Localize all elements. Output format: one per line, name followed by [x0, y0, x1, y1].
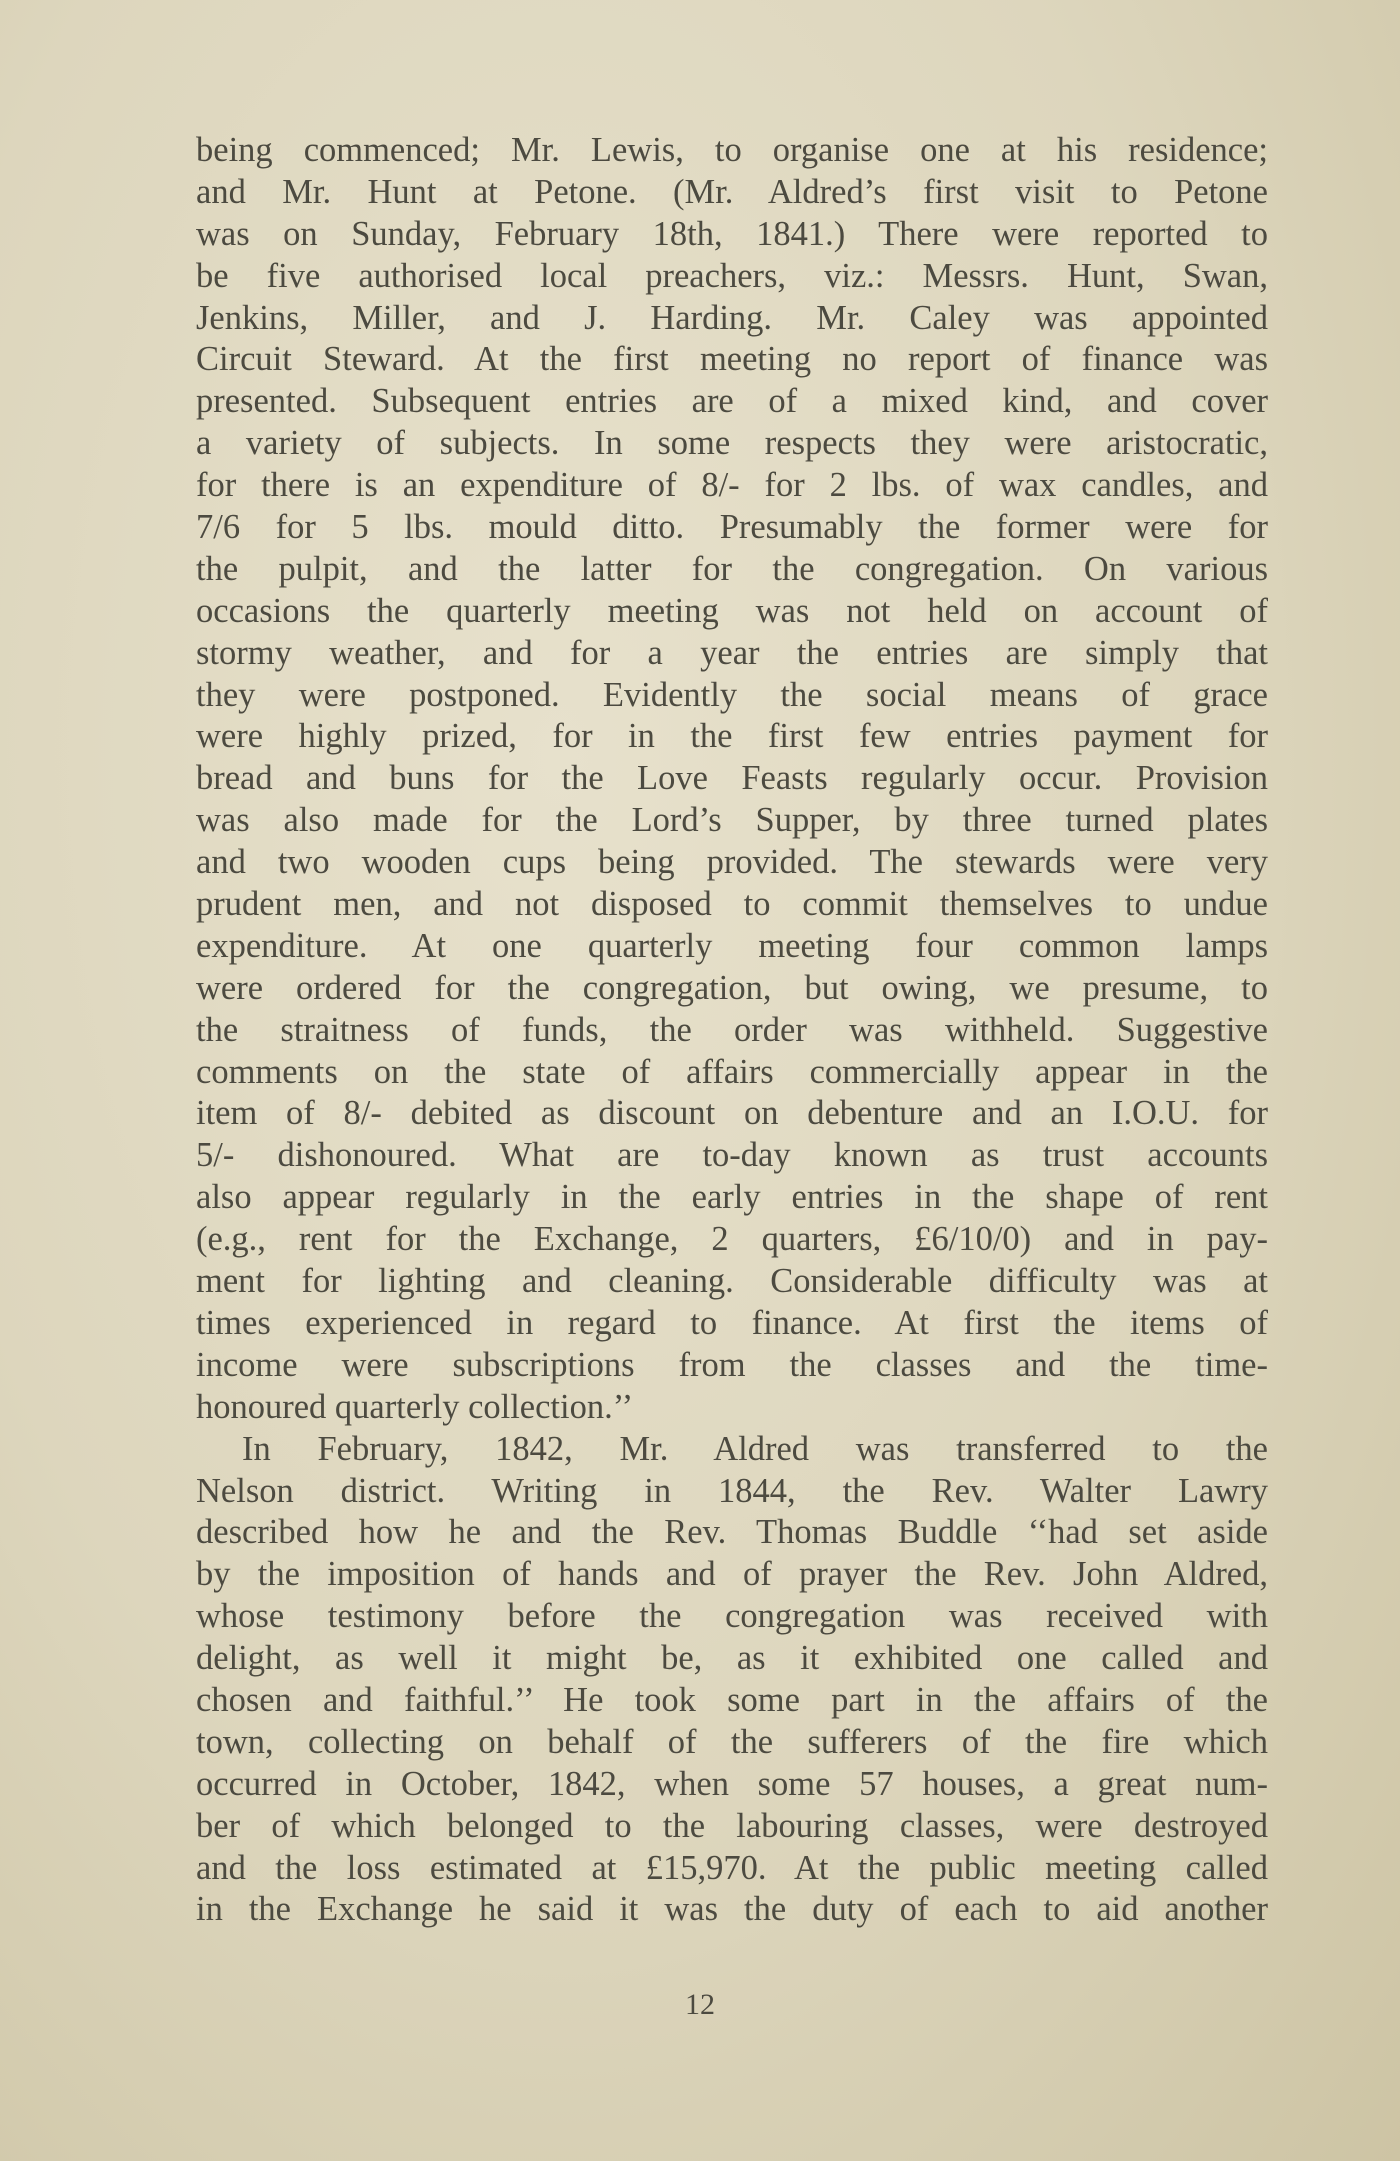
text-line: item of 8/- debited as discount on debenture and an I.O.U. for: [196, 1094, 1268, 1133]
text-line: stormy weather, and for a year the entries are simply that: [196, 633, 1268, 672]
text-line: town, collecting on behalf of the sufferers of the fire which: [196, 1722, 1268, 1761]
text-line: and two wooden cups being provided. The stewards were very: [196, 843, 1268, 882]
text-line: bread and buns for the Love Feasts regularly occur. Provision: [196, 759, 1268, 798]
text-line: were ordered for the congregation, but owing, we presume, to: [196, 968, 1268, 1007]
text-line: honoured quarterly collection.’’: [196, 1387, 634, 1426]
text-line: 7/6 for 5 lbs. mould ditto. Presumably the former were for: [196, 508, 1268, 547]
text-line: and Mr. Hunt at Petone. (Mr. Aldred’s first visit to Petone: [196, 172, 1268, 211]
text-line: they were postponed. Evidently the social means of grace: [196, 675, 1268, 714]
text-line: Nelson district. Writing in 1844, the Rev. Walter Lawry: [196, 1471, 1268, 1510]
text-line: by the imposition of hands and of prayer the Rev. John Aldred,: [196, 1555, 1268, 1594]
paragraph: [196, 130, 1268, 1429]
text-line: being commenced; Mr. Lewis, to organise one at his residence;: [196, 131, 1268, 169]
text-line: chosen and faithful.’’ He took some part in the affairs of the: [196, 1680, 1268, 1719]
text-line: times experienced in regard to finance. At first the items of: [196, 1303, 1268, 1342]
page-number: 12: [685, 1988, 715, 2021]
text-line: was on Sunday, February 18th, 1841.) There were reported to: [196, 214, 1268, 253]
text-line: (e.g., rent for the Exchange, 2 quarters, £6/10/0) and in pay-: [196, 1220, 1268, 1259]
body-text: [196, 130, 1268, 1931]
text-line: delight, as well it might be, as it exhibited one called and: [196, 1639, 1268, 1678]
text-line: whose testimony before the congregation was received with: [196, 1597, 1268, 1636]
text-line: Jenkins, Miller, and J. Harding. Mr. Caley was appointed: [196, 298, 1268, 337]
text-line: In February, 1842, Mr. Aldred was transferred to the: [242, 1429, 1268, 1468]
text-line: also appear regularly in the early entries in the shape of rent: [196, 1178, 1268, 1217]
text-line: 5/- dishonoured. What are to-day known as trust accounts: [196, 1136, 1268, 1175]
text-line: in the Exchange he said it was the duty of each to aid another: [196, 1890, 1268, 1929]
text-line: ment for lighting and cleaning. Considerable difficulty was at: [196, 1262, 1268, 1301]
text-line: prudent men, and not disposed to commit themselves to undue: [196, 885, 1268, 924]
text-line: was also made for the Lord’s Supper, by three turned plates: [196, 801, 1268, 840]
text-line: a variety of subjects. In some respects they were aristocratic,: [196, 424, 1268, 463]
text-line: the pulpit, and the latter for the congregation. On various: [196, 549, 1268, 588]
text-line: income were subscriptions from the classes and the time-: [196, 1345, 1268, 1384]
text-line: ber of which belonged to the labouring classes, were destroyed: [196, 1806, 1268, 1845]
text-line: expenditure. At one quarterly meeting four common lamps: [196, 926, 1268, 965]
text-line: described how he and the Rev. Thomas Buddle ‘‘had set aside: [196, 1513, 1268, 1552]
text-line: presented. Subsequent entries are of a mixed kind, and cover: [196, 382, 1268, 421]
text-line: be five authorised local preachers, viz.: Messrs. Hunt, Swan,: [196, 256, 1268, 295]
text-line: the straitness of funds, the order was withheld. Suggestive: [196, 1010, 1268, 1049]
text-line: Circuit Steward. At the first meeting no report of finance was: [196, 340, 1268, 379]
text-line: occurred in October, 1842, when some 57 houses, a great num-: [196, 1764, 1268, 1803]
text-line: occasions the quarterly meeting was not held on account of: [196, 591, 1268, 630]
paragraph: [196, 1429, 1268, 1932]
text-line: for there is an expenditure of 8/- for 2 lbs. of wax candles, and: [196, 466, 1268, 505]
text-line: comments on the state of affairs commercially appear in the: [196, 1052, 1268, 1091]
text-line: and the loss estimated at £15,970. At the public meeting called: [196, 1848, 1268, 1887]
text-line: were highly prized, for in the first few entries payment for: [196, 717, 1268, 756]
